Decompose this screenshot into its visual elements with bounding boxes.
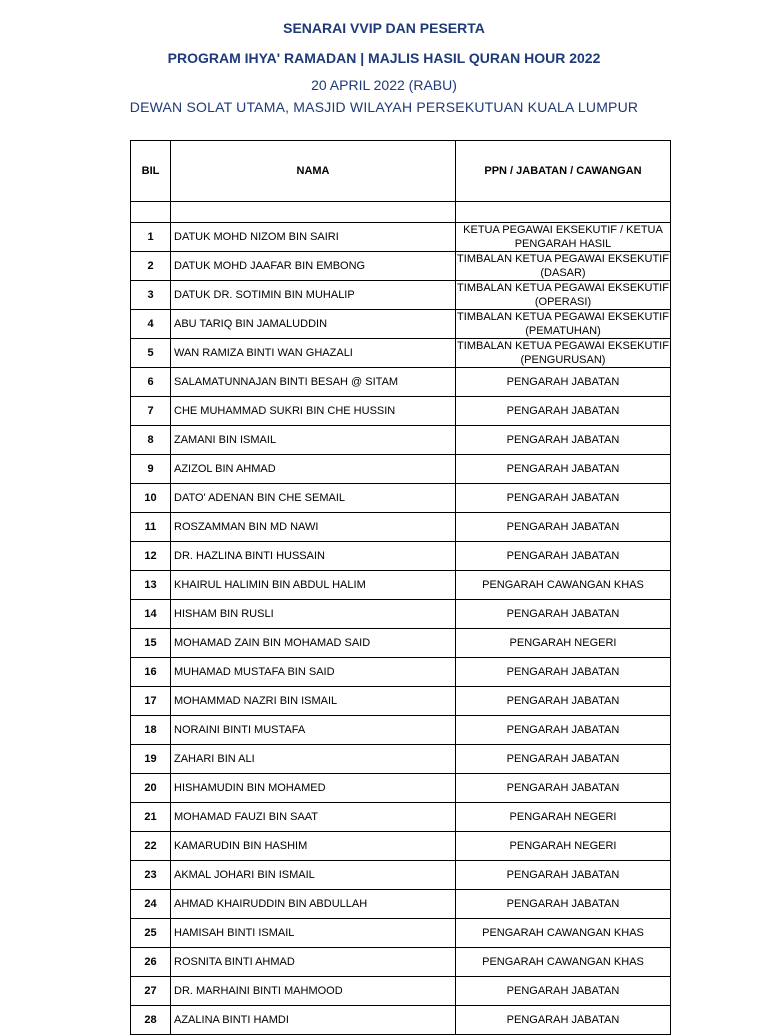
nama-cell: AZIZOL BIN AHMAD <box>171 455 456 484</box>
table-row <box>131 745 671 774</box>
bil-cell: 4 <box>131 310 171 339</box>
table-row <box>131 542 671 571</box>
nama-cell: AHMAD KHAIRUDDIN BIN ABDULLAH <box>171 890 456 919</box>
ppn-cell: PENGARAH JABATAN <box>456 687 671 716</box>
ppn-cell: PENGARAH NEGERI <box>456 832 671 861</box>
bil-cell: 14 <box>131 600 171 629</box>
nama-cell: MOHAMAD FAUZI BIN SAAT <box>171 803 456 832</box>
bil-cell: 9 <box>131 455 171 484</box>
ppn-cell: PENGARAH JABATAN <box>456 1006 671 1035</box>
nama-cell: DATUK MOHD JAAFAR BIN EMBONG <box>171 252 456 281</box>
bil-cell: 25 <box>131 919 171 948</box>
bil-cell: 12 <box>131 542 171 571</box>
nama-cell: ROSNITA BINTI AHMAD <box>171 948 456 977</box>
ppn-cell: PENGARAH JABATAN <box>456 484 671 513</box>
table-row <box>131 687 671 716</box>
ppn-cell: PENGARAH JABATAN <box>456 455 671 484</box>
table-row <box>131 774 671 803</box>
nama-cell: HISHAMUDIN BIN MOHAMED <box>171 774 456 803</box>
event-date: 20 APRIL 2022 (RABU) <box>311 77 457 93</box>
nama-cell: AKMAL JOHARI BIN ISMAIL <box>171 861 456 890</box>
nama-cell: MOHAMMAD NAZRI BIN ISMAIL <box>171 687 456 716</box>
table-row <box>131 455 671 484</box>
nama-cell: DATUK DR. SOTIMIN BIN MUHALIP <box>171 281 456 310</box>
ppn-cell: PENGARAH CAWANGAN KHAS <box>456 919 671 948</box>
ppn-cell: PENGARAH JABATAN <box>456 745 671 774</box>
ppn-cell: TIMBALAN KETUA PEGAWAI EKSEKUTIF (OPERASI) <box>457 282 669 308</box>
ppn-cell: PENGARAH JABATAN <box>456 426 671 455</box>
event-venue: DEWAN SOLAT UTAMA, MASJID WILAYAH PERSEKUTUAN KUALA LUMPUR <box>129 99 639 115</box>
nama-cell: HAMISAH BINTI ISMAIL <box>171 919 456 948</box>
nama-cell: ZAMANI BIN ISMAIL <box>171 426 456 455</box>
ppn-cell: PENGARAH JABATAN <box>456 600 671 629</box>
table-row <box>131 368 671 397</box>
nama-cell: CHE MUHAMMAD SUKRI BIN CHE HUSSIN <box>171 397 456 426</box>
bil-cell: 11 <box>131 513 171 542</box>
nama-cell: MUHAMAD MUSTAFA BIN SAID <box>171 658 456 687</box>
ppn-cell: PENGARAH JABATAN <box>456 890 671 919</box>
table-row <box>131 629 671 658</box>
ppn-cell: PENGARAH JABATAN <box>456 658 671 687</box>
table-row <box>131 1006 671 1035</box>
table-row <box>131 426 671 455</box>
ppn-cell: PENGARAH CAWANGAN KHAS <box>456 571 671 600</box>
bil-cell: 27 <box>131 977 171 1006</box>
ppn-cell: TIMBALAN KETUA PEGAWAI EKSEKUTIF (PENGURUSAN) <box>457 340 669 366</box>
nama-cell: WAN RAMIZA BINTI WAN GHAZALI <box>171 339 456 368</box>
table-row <box>131 948 671 977</box>
table-row <box>131 223 671 252</box>
bil-cell: 24 <box>131 890 171 919</box>
bil-cell: 3 <box>131 281 171 310</box>
ppn-cell: TIMBALAN KETUA PEGAWAI EKSEKUTIF (DASAR) <box>457 253 669 279</box>
ppn-cell: TIMBALAN KETUA PEGAWAI EKSEKUTIF (PEMATUHAN) <box>457 311 669 337</box>
nama-cell: KAMARUDIN BIN HASHIM <box>171 832 456 861</box>
bil-cell: 22 <box>131 832 171 861</box>
bil-cell: 15 <box>131 629 171 658</box>
column-header-ppn: PPN / JABATAN / CAWANGAN <box>456 141 671 202</box>
bil-cell: 17 <box>131 687 171 716</box>
table-row <box>131 252 671 281</box>
table-row <box>131 310 671 339</box>
table-row <box>131 600 671 629</box>
table-body <box>131 202 671 1035</box>
ppn-cell: PENGARAH JABATAN <box>456 716 671 745</box>
bil-cell: 6 <box>131 368 171 397</box>
ppn-cell: PENGARAH JABATAN <box>456 513 671 542</box>
nama-cell: NORAINI BINTI MUSTAFA <box>171 716 456 745</box>
bil-cell: 23 <box>131 861 171 890</box>
table-header-row <box>131 141 671 202</box>
table-row <box>131 281 671 310</box>
table-row <box>131 339 671 368</box>
nama-cell: SALAMATUNNAJAN BINTI BESAH @ SITAM <box>171 368 456 397</box>
table-row <box>131 803 671 832</box>
spacer-cell <box>456 202 671 223</box>
table-row <box>131 513 671 542</box>
bil-cell: 20 <box>131 774 171 803</box>
ppn-cell: KETUA PEGAWAI EKSEKUTIF / KETUA PENGARAH HASIL <box>456 223 671 252</box>
table-row <box>131 484 671 513</box>
ppn-cell: PENGARAH JABATAN <box>456 397 671 426</box>
nama-cell: DR. HAZLINA BINTI HUSSAIN <box>171 542 456 571</box>
participant-table <box>130 140 671 1035</box>
table-row <box>131 571 671 600</box>
program-title: PROGRAM IHYA' RAMADAN | MAJLIS HASIL QURAN HOUR 2022 <box>167 50 601 66</box>
nama-cell: AZALINA BINTI HAMDI <box>171 1006 456 1035</box>
ppn-cell: PENGARAH JABATAN <box>456 861 671 890</box>
column-header-bil: BIL <box>131 141 171 202</box>
table-row <box>131 716 671 745</box>
spacer-cell <box>171 202 456 223</box>
table-row <box>131 658 671 687</box>
table-spacer-row <box>131 202 671 223</box>
document-title: SENARAI VVIP DAN PESERTA <box>283 20 485 36</box>
ppn-cell: PENGARAH JABATAN <box>456 542 671 571</box>
bil-cell: 28 <box>131 1006 171 1035</box>
table-row <box>131 832 671 861</box>
ppn-cell: PENGARAH JABATAN <box>456 368 671 397</box>
nama-cell: MOHAMAD ZAIN BIN MOHAMAD SAID <box>171 629 456 658</box>
table-row <box>131 861 671 890</box>
bil-cell: 10 <box>131 484 171 513</box>
ppn-cell: PENGARAH JABATAN <box>456 977 671 1006</box>
ppn-cell: PENGARAH CAWANGAN KHAS <box>456 948 671 977</box>
bil-cell: 18 <box>131 716 171 745</box>
bil-cell: 8 <box>131 426 171 455</box>
nama-cell: DATO' ADENAN BIN CHE SEMAIL <box>171 484 456 513</box>
ppn-cell: PENGARAH NEGERI <box>456 629 671 658</box>
bil-cell: 21 <box>131 803 171 832</box>
table-row <box>131 919 671 948</box>
nama-cell: ABU TARIQ BIN JAMALUDDIN <box>171 310 456 339</box>
ppn-cell: PENGARAH JABATAN <box>456 774 671 803</box>
bil-cell: 26 <box>131 948 171 977</box>
bil-cell: 2 <box>131 252 171 281</box>
table-row <box>131 977 671 1006</box>
column-header-nama: NAMA <box>171 141 456 202</box>
nama-cell: HISHAM BIN RUSLI <box>171 600 456 629</box>
bil-cell: 16 <box>131 658 171 687</box>
table-row <box>131 397 671 426</box>
spacer-cell <box>131 202 171 223</box>
bil-cell: 1 <box>131 223 171 252</box>
bil-cell: 13 <box>131 571 171 600</box>
ppn-cell: PENGARAH NEGERI <box>456 803 671 832</box>
nama-cell: KHAIRUL HALIMIN BIN ABDUL HALIM <box>171 571 456 600</box>
nama-cell: DATUK MOHD NIZOM BIN SAIRI <box>171 223 456 252</box>
bil-cell: 7 <box>131 397 171 426</box>
nama-cell: ROSZAMMAN BIN MD NAWI <box>171 513 456 542</box>
nama-cell: DR. MARHAINI BINTI MAHMOOD <box>171 977 456 1006</box>
bil-cell: 5 <box>131 339 171 368</box>
bil-cell: 19 <box>131 745 171 774</box>
nama-cell: ZAHARI BIN ALI <box>171 745 456 774</box>
table-row <box>131 890 671 919</box>
